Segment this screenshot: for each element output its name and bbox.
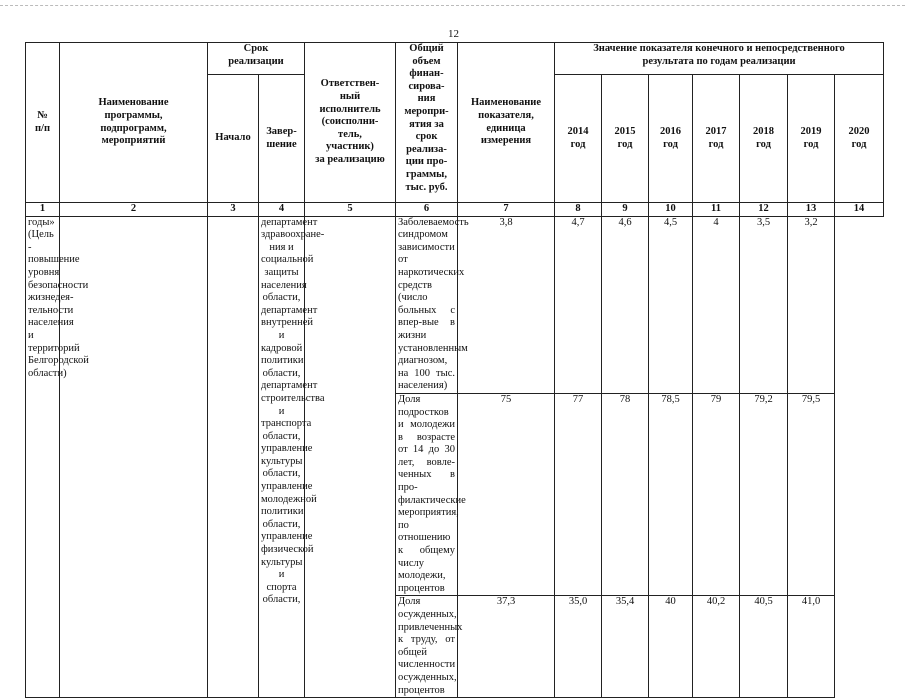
header-year-2018: 2018 год [740, 75, 788, 203]
value-2015: 77 [555, 393, 602, 596]
value-2019: 3,5 [740, 216, 788, 393]
header-year-2016: 2016 год [649, 75, 693, 203]
column-number: 1 [26, 203, 60, 217]
header-program-name: Наименование программы, подпрограмм, мероприятий [60, 43, 208, 203]
value-2019: 79,2 [740, 393, 788, 596]
column-number: 10 [649, 203, 693, 217]
column-number: 11 [693, 203, 740, 217]
value-2014: 37,3 [458, 596, 555, 698]
value-2019: 40,5 [740, 596, 788, 698]
column-number: 12 [740, 203, 788, 217]
column-number: 9 [602, 203, 649, 217]
header-num: № п/п [26, 43, 60, 203]
header-indicator: Наименование показателя, единица измерения [458, 43, 555, 203]
value-2017: 78,5 [649, 393, 693, 596]
value-2016: 78 [602, 393, 649, 596]
responsible-executors: департамент здравоохране- ния и социальной защиты населения области, департамент внутренней и кадровой политики области, департамент строительства и транспорта области, управление культуры области, управление молодежной политики области, управление физической культуры и спорта области, [259, 216, 305, 698]
header-start: Начало [208, 75, 259, 203]
column-number: 4 [259, 203, 305, 217]
program-description: годы» (Цель - повышение уровня безопасности жизнедея-тельности населения и территорий Белгородской области) [26, 216, 60, 698]
value-2020: 3,2 [788, 216, 835, 393]
column-number: 7 [458, 203, 555, 217]
column-number: 13 [788, 203, 835, 217]
header-year-2017: 2017 год [693, 75, 740, 203]
value-2014: 3,8 [458, 216, 555, 393]
column-number: 6 [396, 203, 458, 217]
indicator-table [25, 42, 884, 698]
value-2014: 75 [458, 393, 555, 596]
indicator-row-2: Доля подростков и молодежи в возрасте от 14 до 30 лет, вовле-ченных в про-филактические мероприятия, по отношению к общему числу молодежи, процентов [396, 393, 458, 596]
value-2015: 35,0 [555, 596, 602, 698]
page-number: 12 [448, 28, 459, 40]
header-end: Завер- шение [259, 75, 305, 203]
header-year-2015: 2015 год [602, 75, 649, 203]
header-volume: Общий объем финан- сирова- ния меропри- ятия за срок реализа- ции про- граммы, тыс. руб. [396, 43, 458, 203]
column-number: 14 [835, 203, 884, 217]
indicator-row-1: Заболеваемость синдромом зависимости от наркотических средств (число больных с впер-вые в жизни установленным диагнозом, на 100 тыс. населения) [396, 216, 458, 393]
header-year-2020: 2020 год [835, 75, 884, 203]
value-2020: 41,0 [788, 596, 835, 698]
value-2020: 79,5 [788, 393, 835, 596]
value-2016: 35,4 [602, 596, 649, 698]
value-2015: 4,7 [555, 216, 602, 393]
value-2018: 40,2 [693, 596, 740, 698]
end-cell [208, 216, 259, 698]
value-2017: 40 [649, 596, 693, 698]
header-year-2019: 2019 год [788, 75, 835, 203]
header-values-title: Значение показателя конечного и непосредственного результата по годам реализации [555, 43, 884, 75]
header-responsible: Ответствен- ный исполнитель (соисполни- тель, участник) за реализацию [305, 43, 396, 203]
column-number: 3 [208, 203, 259, 217]
scan-border-line [0, 5, 905, 6]
header-period: Срок реализации [208, 43, 305, 75]
header-year-2014: 2014 год [555, 75, 602, 203]
value-2018: 79 [693, 393, 740, 596]
column-number: 5 [305, 203, 396, 217]
volume-cell [305, 216, 396, 698]
value-2016: 4,6 [602, 216, 649, 393]
value-2017: 4,5 [649, 216, 693, 393]
indicator-row-3: Доля осужденных, привлеченных к труду, от общей численности осужденных, процентов [396, 596, 458, 698]
column-number: 8 [555, 203, 602, 217]
column-number: 2 [60, 203, 208, 217]
value-2018: 4 [693, 216, 740, 393]
